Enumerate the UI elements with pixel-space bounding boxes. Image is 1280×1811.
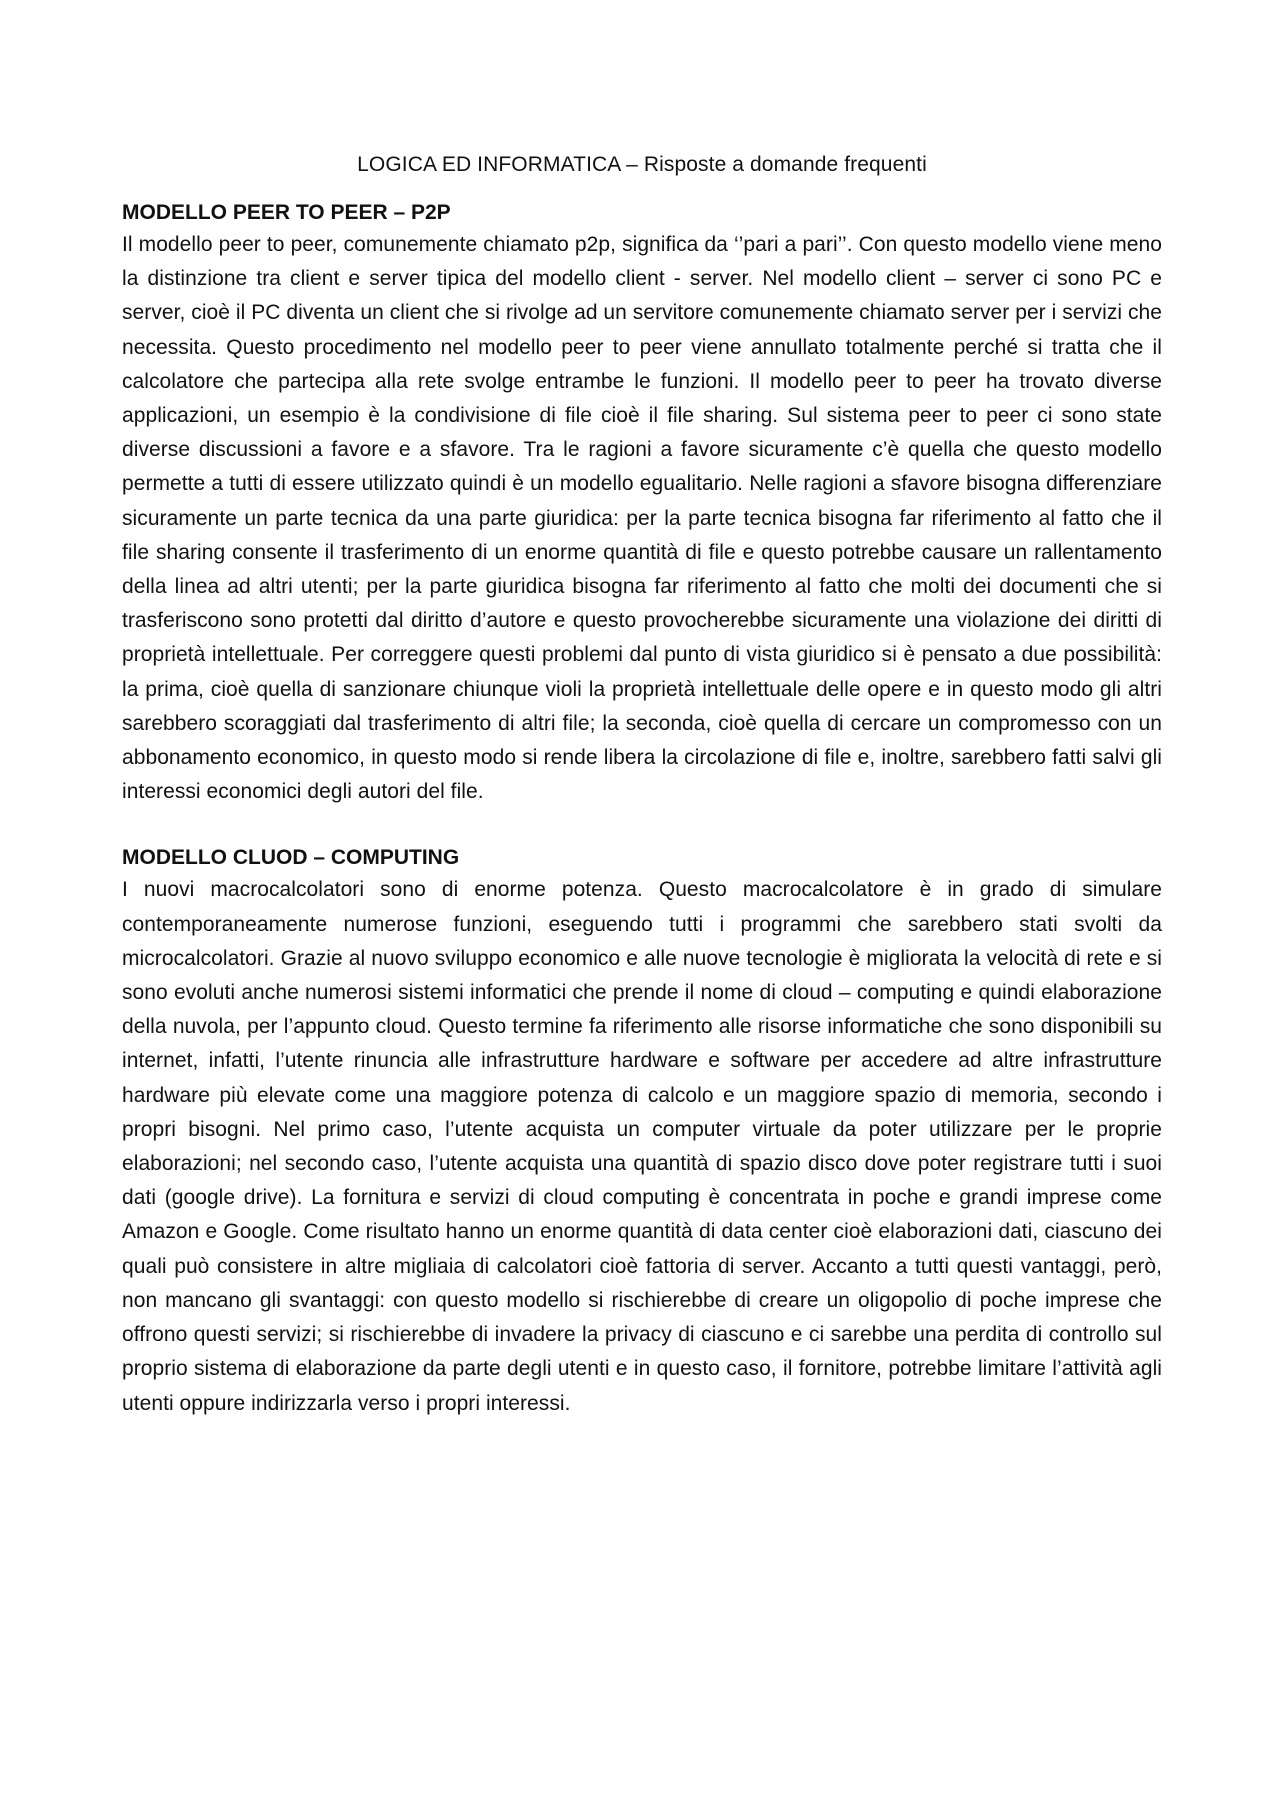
section-body-cloud: I nuovi macrocalcolatori sono di enorme potenza. Questo macrocalcolatore è in grado di simulare contemporaneamente numerose funzioni, eseguendo tutti i programmi che sarebbero stati svolti da microcalcolatori. Grazie al nuovo sviluppo economico e alle nuove tecnologie è migliorata la velocità di rete e si sono evoluti anche numerosi sistemi informatici che prende il nome di cloud – computing e quindi elaborazione della nuvola, per l’appunto cloud. Questo termine fa riferimento alle risorse informatiche che sono disponibili su internet, infatti, l’utente rinuncia alle infrastrutture hardware e software per accedere ad altre infrastrutture hardware più elevate come una maggiore potenza di calcolo e un maggiore spazio di memoria, secondo i propri bisogni. Nel primo caso, l’utente acquista un computer virtuale da poter utilizzare per le proprie elaborazioni; nel secondo caso, l’utente acquista una quantità di spazio disco dove poter registrare tutti i suoi dati (google drive). La fornitura e servizi di cloud computing è concentrata in poche e grandi imprese come Amazon e Google. Come risultato hanno un enorme quantità di data center cioè elaborazioni dati, ciascuno dei quali può consistere in altre migliaia di calcolatori cioè fattoria di server. Accanto a tutti questi vantaggi, però, non mancano gli svantaggi: con questo modello si rischierebbe di creare un oligopolio di poche imprese che offrono questi servizi; si rischierebbe di invadere la privacy di ciascuno e ci sarebbe una perdita di controllo sul proprio sistema di elaborazione da parte degli utenti e in questo caso, il fornitore, potrebbe limitare l’attività agli utenti oppure indirizzarla verso i propri interessi. bbox=[122, 878, 1162, 1415]
section-spacer bbox=[122, 809, 1162, 843]
section-body-p2p: Il modello peer to peer, comunemente chiamato p2p, significa da ‘’pari a pari’’. Con questo modello viene meno la distinzione tra client e server tipica del modello client - server. Nel modello client – server ci sono PC e server, cioè il PC diventa un client che si rivolge ad un servitore comunemente chiamato server per i servizi che necessita. Questo procedimento nel modello peer to peer viene annullato totalmente perché si tratta che il calcolatore che partecipa alla rete svolge entrambe le funzioni. Il modello peer to peer ha trovato diverse applicazioni, un esempio è la condivisione di file cioè il file sharing. Sul sistema peer to peer ci sono state diverse discussioni a favore e a sfavore. Tra le ragioni a favore sicuramente c’è quella che questo modello permette a tutti di essere utilizzato quindi è un modello egualitario. Nelle ragioni a sfavore bisogna differenziare sicuramente un parte tecnica da una parte giuridica: per la parte tecnica bisogna far riferimento al fatto che il file sharing consente il trasferimento di un enorme quantità di file e questo potrebbe causare un rallentamento della linea ad altri utenti; per la parte giuridica bisogna far riferimento al fatto che molti dei documenti che si trasferiscono sono protetti dal diritto d’autore e questo provocherebbe sicuramente una violazione dei diritti di proprietà intellettuale. Per correggere questi problemi dal punto di vista giuridico si è pensato a due possibilità: la prima, cioè quella di sanzionare chiunque violi la proprietà intellettuale delle opere e in questo modo gli altri sarebbero scoraggiati dal trasferimento di altri file; la seconda, cioè quella di cercare un compromesso con un abbonamento economico, in questo modo si rende libera la circolazione di file e, inoltre, sarebbero fatti salvi gli interessi economici degli autori del file. bbox=[122, 233, 1162, 804]
section-cloud-computing bbox=[122, 843, 1162, 1420]
section-peer-to-peer bbox=[122, 198, 1162, 809]
document-title: LOGICA ED INFORMATICA – Risposte a domande frequenti bbox=[357, 153, 927, 176]
section-heading-cloud: MODELLO CLUOD – COMPUTING bbox=[122, 846, 460, 870]
document-content bbox=[122, 150, 1162, 1421]
section-heading-p2p: MODELLO PEER TO PEER – P2P bbox=[122, 201, 451, 224]
